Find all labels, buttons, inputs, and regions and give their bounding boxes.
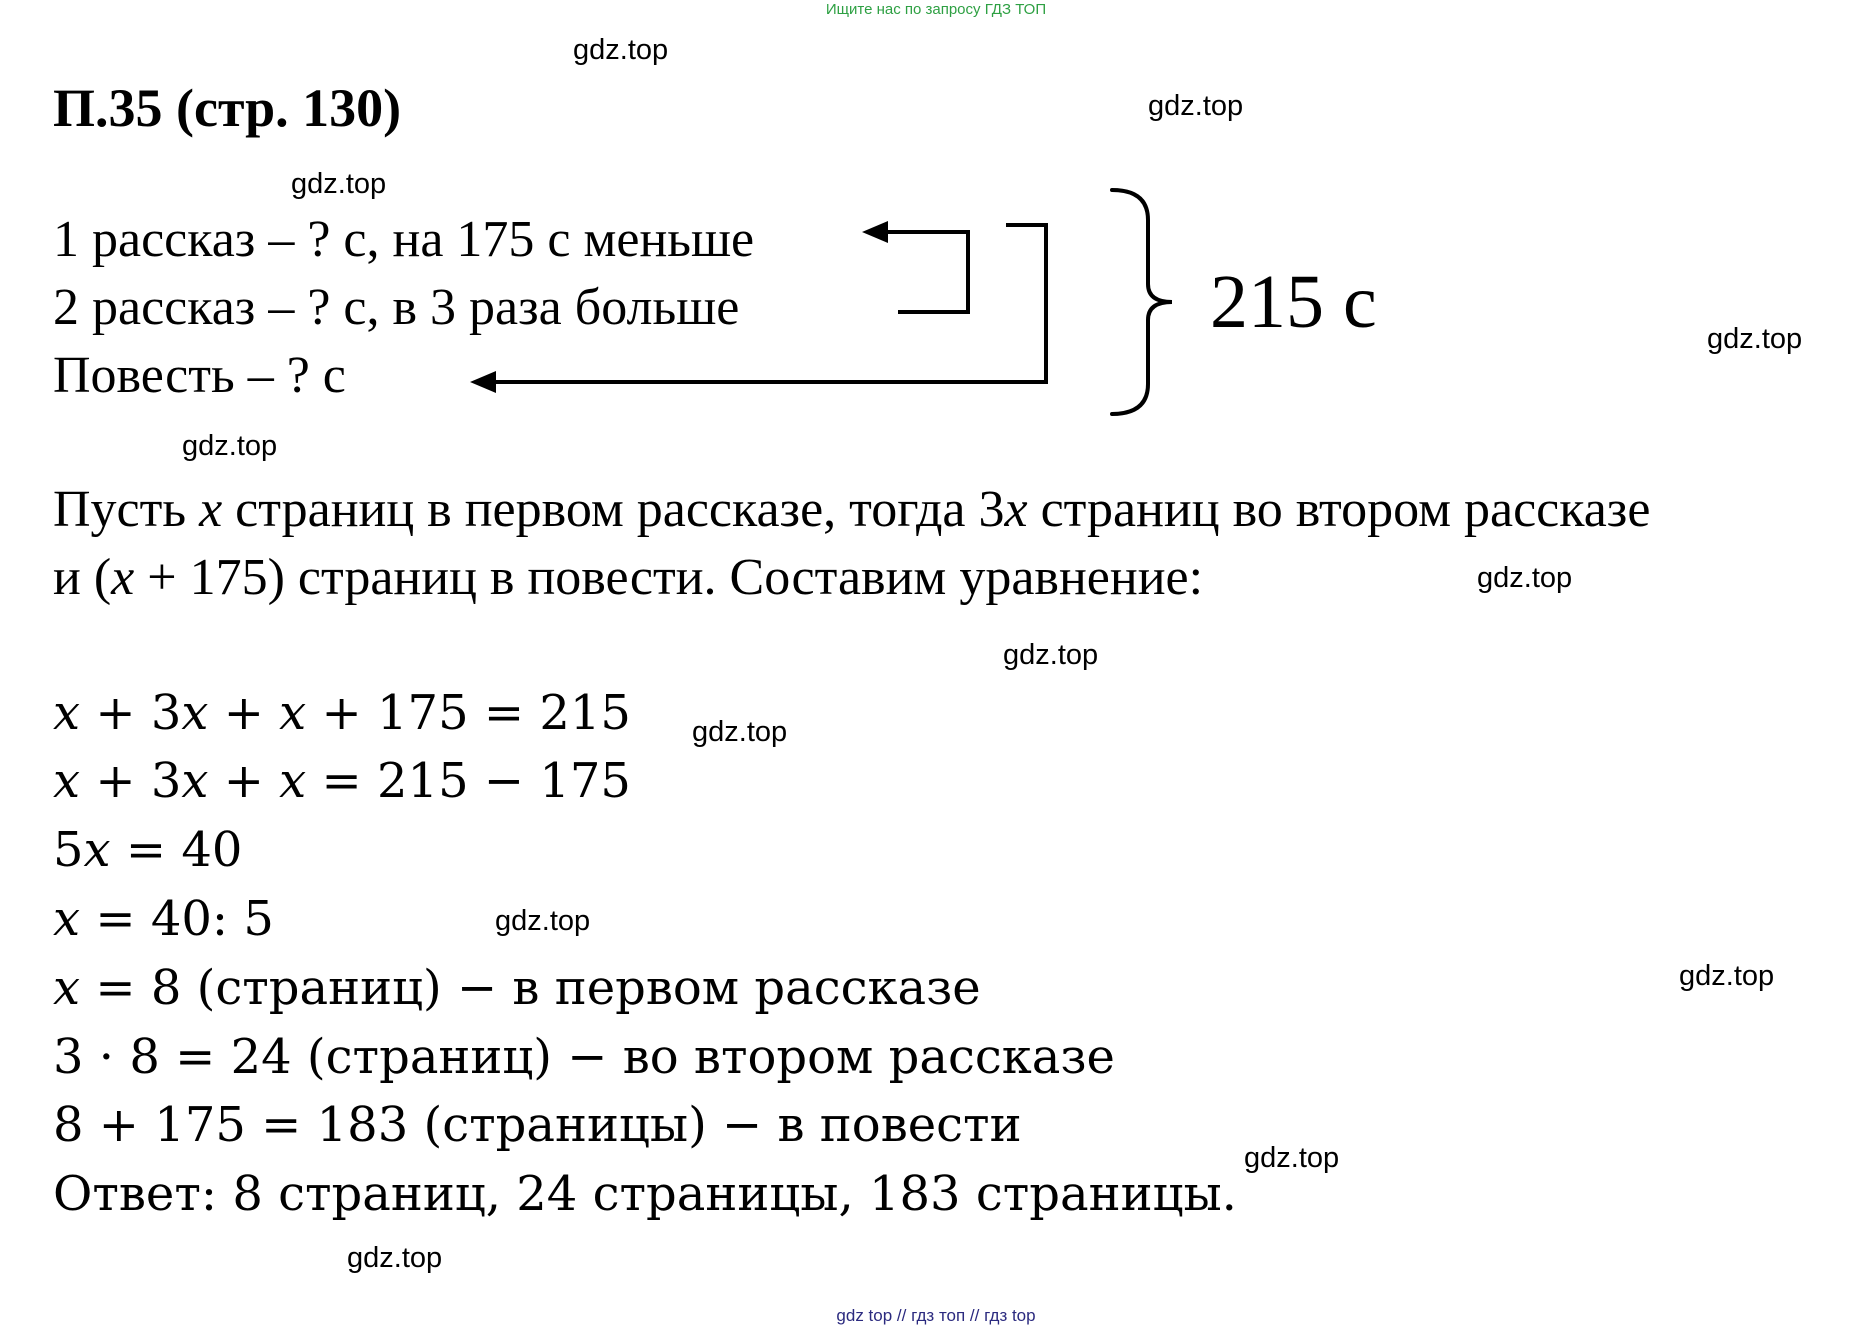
watermark: gdz.top [692,716,788,748]
solution-paragraph-line-2: и (x + 175) страниц в повести. Составим уравнение: [53,549,1204,606]
watermark: gdz.top [495,905,591,937]
watermark: gdz.top [1477,562,1573,594]
page-title: П.35 (стр. 130) [53,78,402,138]
equation-4: x = 40: 5 [53,891,274,947]
answer-line: Ответ: 8 страниц, 24 страницы, 183 страницы. [53,1166,1237,1222]
equation-2: x + 3x + x = 215 − 175 [53,753,631,809]
watermark: gdz.top [182,430,278,462]
equation-3: 5x = 40 [53,822,243,878]
total-pages: 215 с [1210,260,1377,344]
arrowhead-icon [862,221,888,243]
watermark: gdz.top [1003,639,1099,671]
watermark: gdz.top [1679,960,1775,992]
solution-paragraph-line-1: Пусть x страниц в первом рассказе, тогда 3x страниц во втором рассказе [53,481,1651,538]
watermark: gdz.top [1244,1142,1340,1174]
given-line-2: 2 рассказ – ? с, в 3 раза больше [53,279,740,336]
given-line-1: 1 рассказ – ? с, на 175 с меньше [53,211,755,268]
equation-1: x + 3x + x + 175 = 215 [53,685,631,741]
equation-6: 3 · 8 = 24 (страниц) − во втором рассказе [53,1029,1115,1085]
top-banner: Ищите нас по запросу ГДЗ ТОП [825,1,1047,18]
given-line-3: Повесть – ? с [53,347,346,404]
watermark: gdz.top [291,168,387,200]
arrow-icon [490,225,1046,382]
equation-5: x = 8 (страниц) − в первом рассказе [53,960,981,1016]
watermark: gdz.top [573,34,669,66]
footer-links: gdz top // гдз топ // гдз top [836,1306,1036,1325]
arrow-icon [880,232,968,312]
watermark: gdz.top [1148,90,1244,122]
watermark: gdz.top [1707,323,1803,355]
curly-brace-icon [1112,190,1172,414]
watermark: gdz.top [347,1242,443,1274]
equation-7: 8 + 175 = 183 (страницы) − в повести [53,1097,1022,1153]
arrowhead-icon [470,371,496,393]
